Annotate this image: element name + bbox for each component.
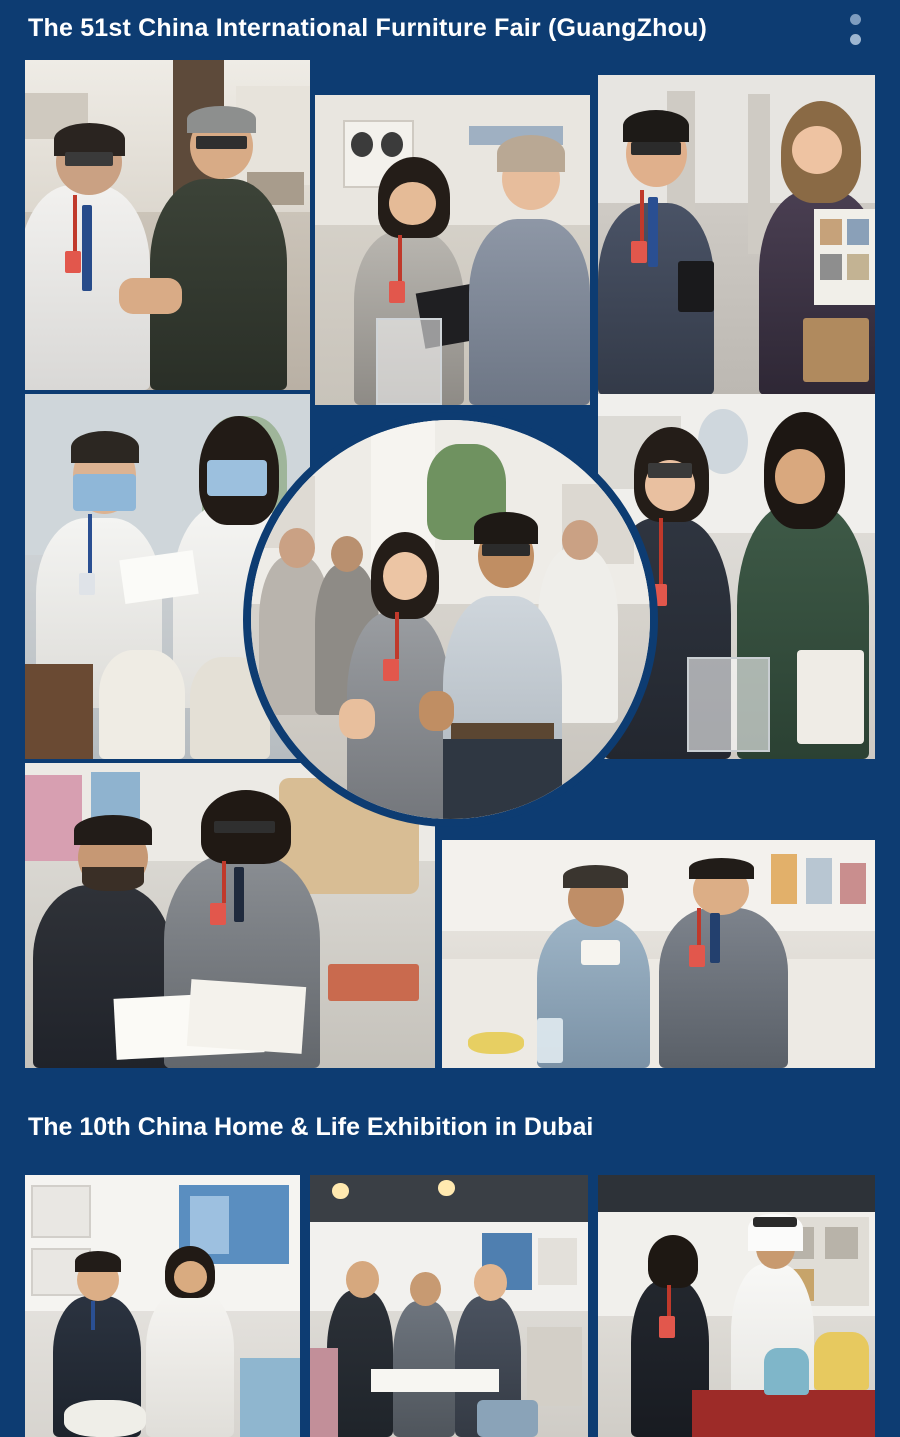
photo-tile — [598, 1175, 875, 1437]
photo-tile — [25, 60, 310, 390]
section-title-dubai-exhibition: The 10th China Home & Life Exhibition in Dubai — [28, 1113, 594, 1141]
decorative-dots — [850, 14, 866, 54]
photo-tile — [25, 1175, 300, 1437]
photo-tile — [310, 1175, 588, 1437]
photo-circle-highlight — [243, 412, 658, 827]
dot-icon — [850, 34, 861, 45]
dot-icon — [850, 14, 861, 25]
section-title-furniture-fair: The 51st China International Furniture Fair (GuangZhou) — [28, 14, 708, 42]
photo-tile — [442, 840, 875, 1068]
photo-tile — [315, 95, 590, 405]
photo-tile — [598, 75, 875, 395]
